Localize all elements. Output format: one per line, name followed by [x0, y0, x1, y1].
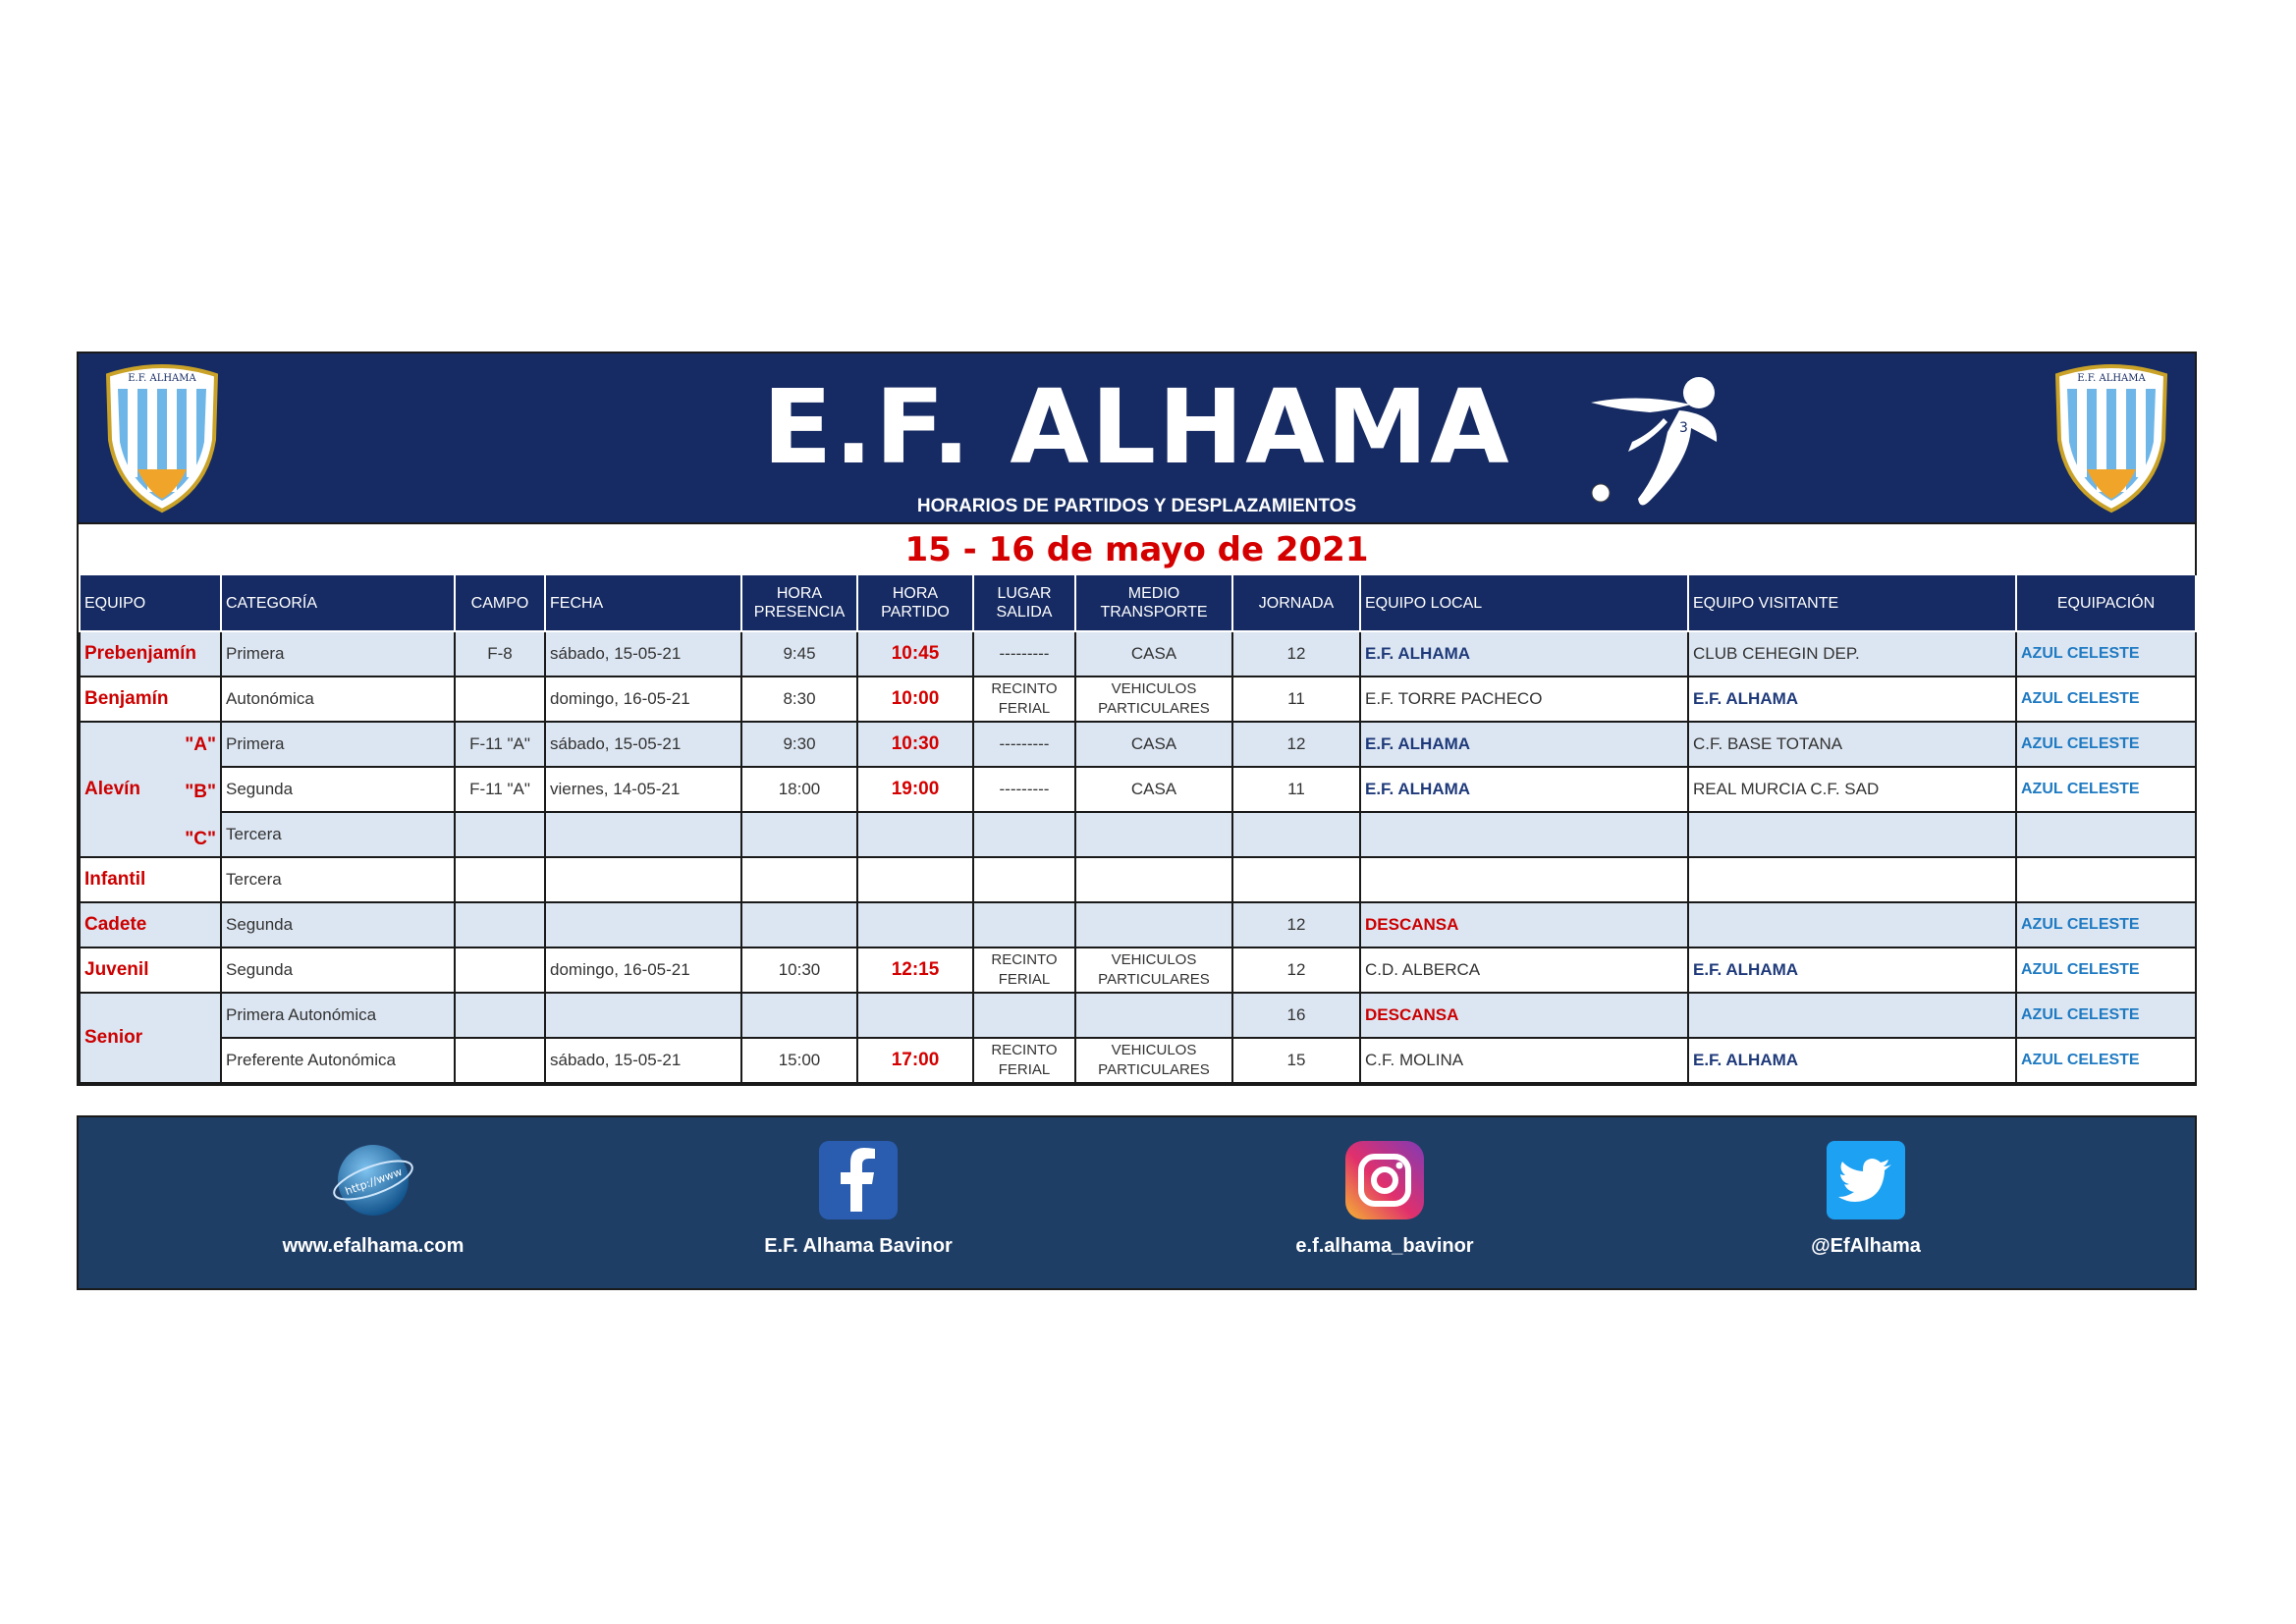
twitter-link[interactable] [1689, 1137, 2043, 1258]
matchday: 11 [1232, 677, 1360, 722]
kickoff-time: 12:15 [857, 947, 973, 993]
date: domingo, 16-05-21 [545, 947, 741, 993]
table-row [80, 857, 2196, 902]
away-team: E.F. ALHAMA [1688, 947, 2016, 993]
departure-place: --------- [973, 767, 1075, 812]
away-team: REAL MURCIA C.F. SAD [1688, 767, 2016, 812]
departure-place: --------- [973, 631, 1075, 677]
away-team: E.F. ALHAMA [1688, 1038, 2016, 1083]
instagram-link[interactable] [1208, 1137, 1561, 1258]
svg-text:E.F. ALHAMA: E.F. ALHAMA [2077, 373, 2146, 384]
table-row [80, 1038, 2196, 1083]
col-equipo: EQUIPO [80, 575, 221, 631]
matchday: 12 [1232, 947, 1360, 993]
away-team: CLUB CEHEGIN DEP. [1688, 631, 2016, 677]
home-team: E.F. ALHAMA [1360, 631, 1688, 677]
kit: AZUL CELESTE [2016, 902, 2196, 947]
table-row [80, 947, 2196, 993]
arrival-time: 10:30 [741, 947, 857, 993]
departure-place: RECINTO FERIAL [973, 947, 1075, 993]
transport: CASA [1075, 722, 1232, 767]
table-row [80, 767, 2196, 812]
team-name: Infantil [80, 857, 221, 902]
date-range: 15 - 16 de mayo de 2021 [79, 522, 2195, 575]
twitter-icon [1823, 1137, 1909, 1223]
kit: AZUL CELESTE [2016, 947, 2196, 993]
category: Primera [221, 722, 455, 767]
kit: AZUL CELESTE [2016, 722, 2196, 767]
home-team: C.D. ALBERCA [1360, 947, 1688, 993]
transport: VEHICULOS PARTICULARES [1075, 1038, 1232, 1083]
facebook-icon [815, 1137, 902, 1223]
instagram-icon [1341, 1137, 1428, 1223]
departure-place: RECINTO FERIAL [973, 677, 1075, 722]
field: F-11 "A" [455, 722, 545, 767]
date: sábado, 15-05-21 [545, 631, 741, 677]
header-banner [79, 353, 2195, 522]
table-row [80, 631, 2196, 677]
arrival-time: 15:00 [741, 1038, 857, 1083]
category: Tercera [221, 812, 455, 857]
team-name: Prebenjamín [80, 631, 221, 677]
kickoff-time: 10:30 [857, 722, 973, 767]
group-b-label: "B" [185, 782, 216, 802]
matchday: 12 [1232, 631, 1360, 677]
home-team: C.F. MOLINA [1360, 1038, 1688, 1083]
table-row [80, 722, 2196, 767]
away-team: E.F. ALHAMA [1688, 677, 2016, 722]
arrival-time: 9:45 [741, 631, 857, 677]
schedule-table [79, 575, 2197, 1084]
website-link[interactable] [196, 1137, 550, 1258]
date: sábado, 15-05-21 [545, 1038, 741, 1083]
col-campo: CAMPO [455, 575, 545, 631]
date: viernes, 14-05-21 [545, 767, 741, 812]
team-name: Juvenil [80, 947, 221, 993]
transport: VEHICULOS PARTICULARES [1075, 947, 1232, 993]
table-header-row [80, 575, 2196, 631]
col-lugar-salida: LUGAR SALIDA [973, 575, 1075, 631]
table-row [80, 902, 2196, 947]
col-equipacion: EQUIPACIÓN [2016, 575, 2196, 631]
svg-text:E.F. ALHAMA: E.F. ALHAMA [128, 373, 196, 384]
home-team: E.F. ALHAMA [1360, 722, 1688, 767]
team-name: Benjamín [80, 677, 221, 722]
team-name: Senior [80, 993, 221, 1083]
facebook-label: E.F. Alhama Bavinor [764, 1235, 953, 1257]
departure-place: RECINTO FERIAL [973, 1038, 1075, 1083]
col-fecha: FECHA [545, 575, 741, 631]
category: Primera [221, 631, 455, 677]
transport: CASA [1075, 631, 1232, 677]
col-hora-presencia: HORA PRESENCIA [741, 575, 857, 631]
svg-text:3: 3 [1679, 420, 1688, 436]
departure-place: --------- [973, 722, 1075, 767]
kickoff-time: 19:00 [857, 767, 973, 812]
instagram-label: e.f.alhama_bavinor [1295, 1235, 1474, 1257]
category: Primera Autonómica [221, 993, 455, 1038]
kickoff-time: 10:45 [857, 631, 973, 677]
away-team: C.F. BASE TOTANA [1688, 722, 2016, 767]
transport: VEHICULOS PARTICULARES [1075, 677, 1232, 722]
team-name: Cadete [80, 902, 221, 947]
date: domingo, 16-05-21 [545, 677, 741, 722]
col-hora-partido: HORA PARTIDO [857, 575, 973, 631]
matchday: 15 [1232, 1038, 1360, 1083]
matchday: 12 [1232, 902, 1360, 947]
col-equipo-local: EQUIPO LOCAL [1360, 575, 1688, 631]
kit: AZUL CELESTE [2016, 993, 2196, 1038]
category: Segunda [221, 767, 455, 812]
col-medio-transporte: MEDIO TRANSPORTE [1075, 575, 1232, 631]
schedule-sheet [77, 352, 2197, 1086]
club-crest-icon [2048, 361, 2175, 516]
team-name-alevin: Alevín "A" "B" "C" [80, 722, 221, 857]
arrival-time: 18:00 [741, 767, 857, 812]
page-subtitle: HORARIOS DE PARTIDOS Y DESPLAZAMIENTOS [916, 496, 1357, 516]
category: Preferente Autonómica [221, 1038, 455, 1083]
social-footer [77, 1115, 2197, 1290]
kit: AZUL CELESTE [2016, 631, 2196, 677]
category: Segunda [221, 902, 455, 947]
group-a-label: "A" [185, 734, 216, 755]
field [455, 677, 545, 722]
twitter-label: @EfAlhama [1811, 1235, 1921, 1257]
home-team: E.F. ALHAMA [1360, 767, 1688, 812]
home-team: DESCANSA [1360, 902, 1688, 947]
field: F-11 "A" [455, 767, 545, 812]
table-row [80, 812, 2196, 857]
matchday: 11 [1232, 767, 1360, 812]
category: Segunda [221, 947, 455, 993]
transport: CASA [1075, 767, 1232, 812]
table-row [80, 993, 2196, 1038]
field: F-8 [455, 631, 545, 677]
date: sábado, 15-05-21 [545, 722, 741, 767]
col-categoria: CATEGORÍA [221, 575, 455, 631]
table-row [80, 677, 2196, 722]
home-team: DESCANSA [1360, 993, 1688, 1038]
kit: AZUL CELESTE [2016, 677, 2196, 722]
home-team: E.F. TORRE PACHECO [1360, 677, 1688, 722]
matchday: 16 [1232, 993, 1360, 1038]
col-jornada: JORNADA [1232, 575, 1360, 631]
matchday: 12 [1232, 722, 1360, 767]
club-title: E.F. ALHAMA [762, 367, 1511, 487]
group-c-label: "C" [185, 829, 216, 849]
website-label: www.efalhama.com [282, 1235, 465, 1257]
kit: AZUL CELESTE [2016, 767, 2196, 812]
svg-text:http://www: http://www [343, 1164, 405, 1198]
category: Autonómica [221, 677, 455, 722]
arrival-time: 9:30 [741, 722, 857, 767]
facebook-link[interactable] [682, 1137, 1035, 1258]
kickoff-time: 17:00 [857, 1038, 973, 1083]
kickoff-time: 10:00 [857, 677, 973, 722]
category: Tercera [221, 857, 455, 902]
col-equipo-visitante: EQUIPO VISITANTE [1688, 575, 2016, 631]
kit: AZUL CELESTE [2016, 1038, 2196, 1083]
globe-icon [330, 1137, 416, 1223]
arrival-time: 8:30 [741, 677, 857, 722]
